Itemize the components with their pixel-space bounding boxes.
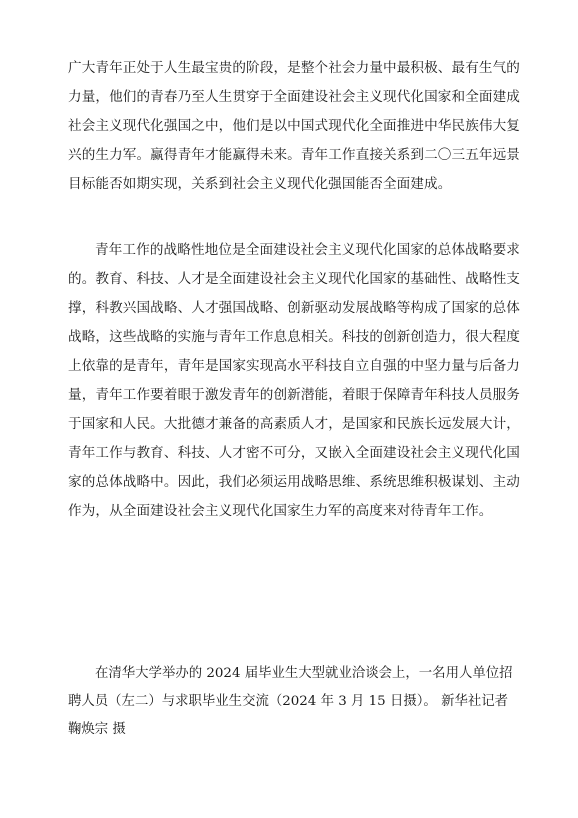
article-paragraph-2: 青年工作的战略性地位是全面建设社会主义现代化国家的总体战略要求的。教育、科技、人才是全面建设社会主义现代化国家的基础性、战略性支撑，科教兴国战略、人才强国战略、创新驱动发展战略等构成了国家的总体战略，这些战略的实施与青年工作息息相关。科技的创新创造力，很大程度上依靠的是青年，青年是国家实现高水平科技自立自强的中坚力量与后备力量，青年工作要着眼于激发青年的创新潜能，着眼于保障青年科技人员服务于国家和人民。大批德才兼备的高素质人才，是国家和民族长远发展大计，青年工作与教育、科技、人才密不可分，又嵌入全面建设社会主义现代化国家的总体战略中。因此，我们必须运用战略思维、系统思维积极谋划、主动作为，从全面建设社会主义现代化国家生力军的高度来对待青年工作。 (68, 242, 520, 519)
photo-caption: 在清华大学举办的 2024 届毕业生大型就业洽谈会上，一名用人单位招聘人员（左二）与求职毕业生交流（2024 年 3 月 15 日摄）。 新华社记者 鞠焕宗 摄 (68, 666, 513, 737)
article-paragraph-1: 广大青年正处于人生最宝贵的阶段，是整个社会力量中最积极、最有生气的力量，他们的青春乃至人生贯穿于全面建设社会主义现代化国家和全面建成社会主义现代化强国之中，他们是以中国式现代化全面推进中华民族伟大复兴的生力军。赢得青年才能赢得未来。青年工作直接关系到二〇三五年远景目标能否如期实现，关系到社会主义现代化强国能否全面建成。 (68, 60, 520, 192)
